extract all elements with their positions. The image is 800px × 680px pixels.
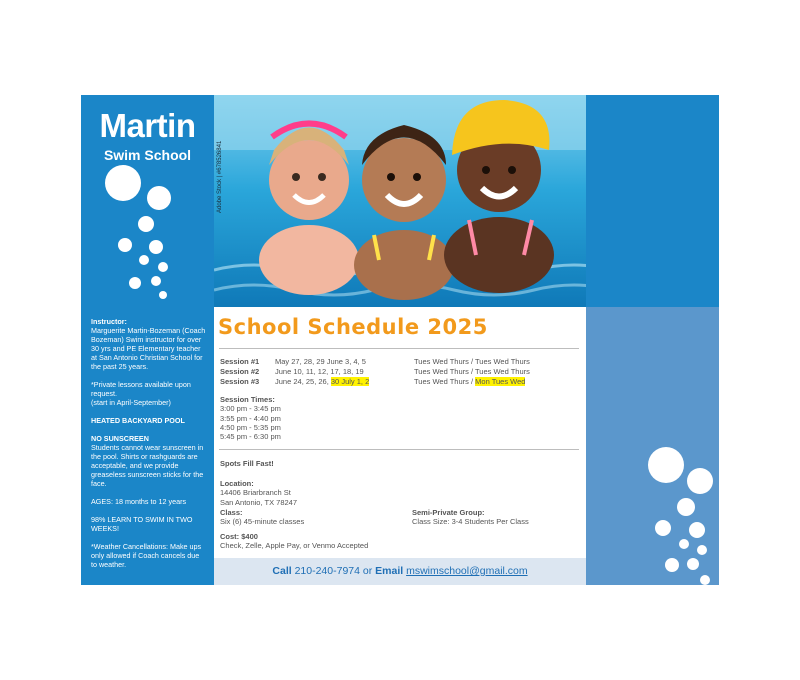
brand-name: Martin (99, 107, 196, 144)
semi-private-block (412, 508, 529, 527)
class-heading: Class: (220, 508, 243, 517)
class-block (220, 508, 304, 527)
bubbles-graphic (81, 95, 214, 307)
bubbles-graphic (586, 307, 719, 585)
session-days: Tues Wed Thurs / Tues Wed Thurs (414, 357, 530, 366)
email-link[interactable]: mswimschool@gmail.com (406, 565, 528, 577)
spots-text: Spots Fill Fast! (220, 459, 274, 468)
email-label: Email (375, 565, 404, 577)
bottom-right-block (586, 307, 719, 585)
info-sidebar (81, 307, 214, 585)
or-text: or (362, 565, 373, 577)
phone-number[interactable]: 210-240-7974 (294, 565, 360, 577)
session-dates: June 24, 25, 26, (275, 377, 329, 386)
location-line: 14406 Briarbranch St (220, 488, 291, 498)
call-label: Call (272, 565, 292, 577)
top-right-block (586, 95, 719, 307)
session-label: Session #2 (220, 367, 260, 376)
time-slot: 5:45 pm - 6:30 pm (220, 432, 281, 442)
divider (219, 348, 579, 349)
cost-block (220, 532, 368, 551)
spots-note (220, 459, 274, 468)
class-text: Six (6) 45-minute classes (220, 517, 305, 527)
sunscreen-heading: NO SUNSCREEN (91, 434, 149, 443)
cost-text: Check, Zelle, Apple Pay, or Venmo Accepted (220, 541, 369, 551)
location-line: San Antonio, TX 78247 (220, 497, 298, 507)
divider (219, 449, 579, 450)
schedule-panel (214, 307, 586, 585)
session-label: Session #1 (220, 357, 260, 366)
brand-block (81, 95, 214, 307)
weather-text: *Weather Cancellations: Make ups only allowed if Coach cancels due to weather. (91, 542, 202, 569)
ages-text: AGES: 18 months to 12 years (91, 497, 187, 506)
semi-heading: Semi-Private Group: (412, 508, 485, 517)
session-dates: May 27, 28, 29 June 3, 4, 5 (275, 357, 366, 366)
private-lessons: *Private lessons available upon request. (91, 380, 191, 398)
private-lessons-note: (start in April-September) (91, 398, 171, 407)
pool-text: HEATED BACKYARD POOL (91, 416, 185, 425)
photo-credit: Adobe Stock | #678526841 (217, 140, 223, 213)
location-block (220, 479, 297, 507)
session-dates: June 10, 11, 12, 17, 18, 19 (275, 367, 364, 376)
learn-text: 98% LEARN TO SWIM IN TWO WEEKS! (91, 515, 193, 533)
session-label: Session #3 (220, 377, 260, 386)
time-slot: 4:50 pm - 5:35 pm (220, 422, 281, 432)
time-slot: 3:55 pm - 4:40 pm (220, 413, 281, 423)
cost-heading: Cost: $400 (220, 532, 258, 541)
location-heading: Location: (220, 479, 254, 488)
page-title: School Schedule 2025 (218, 315, 488, 339)
session-days-highlight: Mon Tues Wed (475, 377, 526, 386)
contact-footer (214, 558, 586, 585)
times-heading: Session Times: (220, 395, 275, 404)
kids-photo (214, 95, 586, 307)
time-slot: 3:00 pm - 3:45 pm (220, 404, 281, 414)
semi-text: Class Size: 3-4 Students Per Class (412, 517, 529, 527)
instructor-heading: Instructor: (91, 317, 127, 326)
session-times (220, 395, 281, 441)
session-days: Tues Wed Thurs / (414, 377, 474, 386)
session-dates-highlight: 30 July 1, 2 (330, 377, 370, 386)
sunscreen-text: Students cannot wear sunscreen in the pool. Shirts or rashguards are acceptable, and we provide greaseless sunscreen sticks for the face. (91, 443, 204, 488)
instructor-text: Marguerite Martin-Bozeman (Coach Bozeman) Swim instructor for over 30 yrs and PE Elementary teacher at San Antonio Christian School for the past 25 years. (91, 326, 206, 371)
flyer (81, 95, 719, 585)
brand-subtitle: Swim School (103, 147, 192, 163)
session-days: Tues Wed Thurs / Tues Wed Thurs (414, 367, 530, 376)
